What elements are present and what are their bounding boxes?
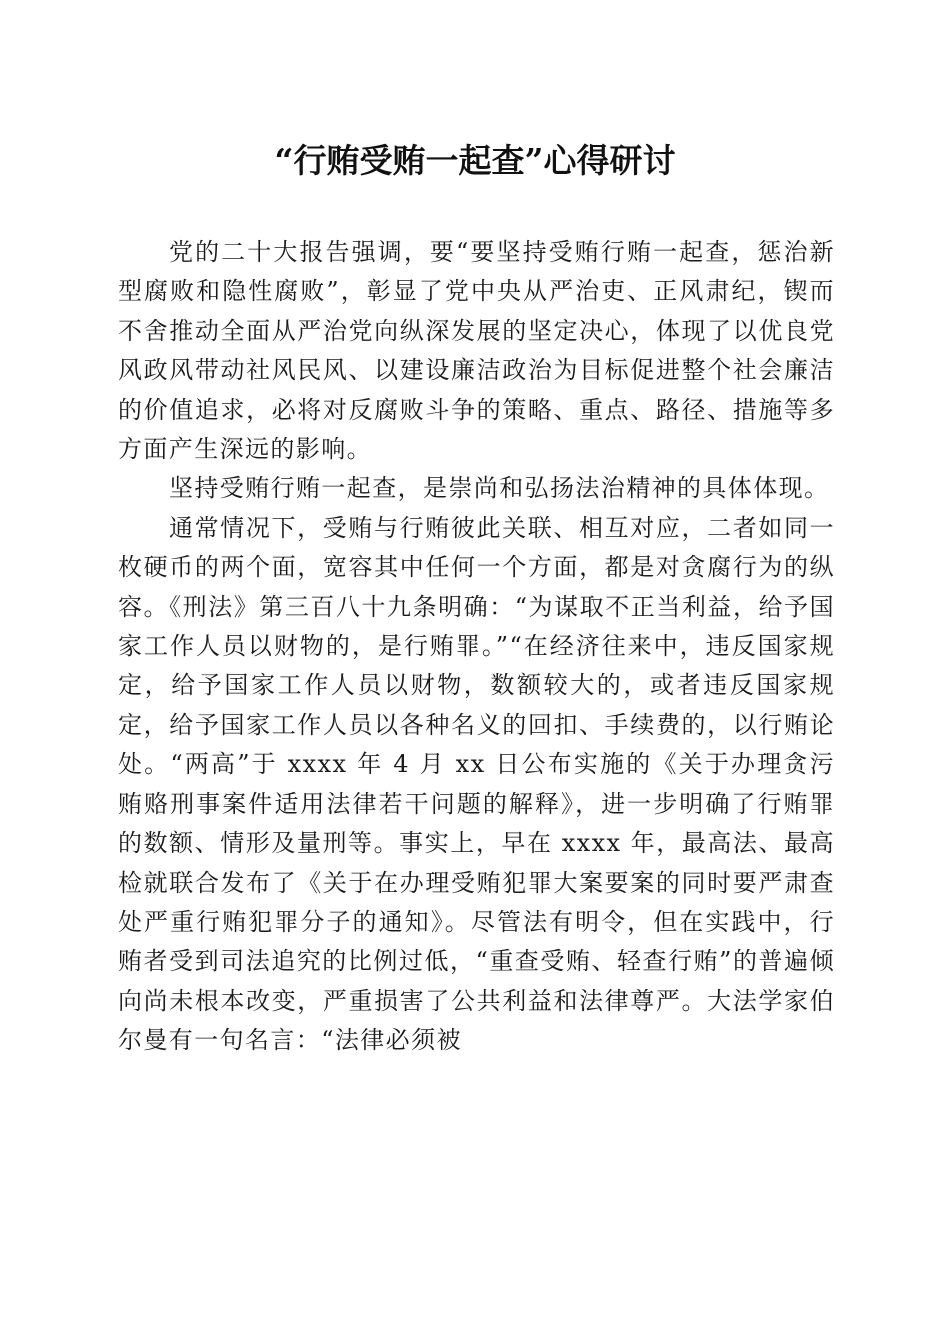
paragraph-1: 党的二十大报告强调，要“要坚持受贿行贿一起查，惩治新型腐败和隐性腐败”，彰显了党中央从严治吏、正风肃纪，锲而不舍推动全面从严治党向纵深发展的坚定决心，体现了以优良党风政风带动社风民风、以建设廉洁政治为目标促进整个社会廉洁的价值追求，必将对反腐败斗争的策略、重点、路径、措施等多方面产生深远的影响。: [118, 238, 835, 464]
paragraph-3: 通常情况下，受贿与行贿彼此关联、相互对应，二者如同一枚硬币的两个面，宽容其中任何一个方面，都是对贪腐行为的纵容。《刑法》第三百八十九条明确：“为谋取不正当利益，给予国家工作人员以财物的，是行贿罪。”“在经济往来中，违反国家规定，给予国家工作人员以财物，数额较大的，或者违反国家规定，给予国家工作人员以各种名义的回扣、手续费的，以行贿论处。“两高”于 xxxx 年 4 月 xx 日公布实施的《关于办理贪污贿赂刑事案件适用法律若干问题的解释》，进一步明确了行贿罪的数额、情形及量刑等。事实上，早在 xxxx 年，最高法、最高检就联合发布了《关于在办理受贿犯罪大案要案的同时要严肃查处严重行贿犯罪分子的通知》。尽管法有明令，但在实践中，行贿者受到司法追究的比例过低，“重查受贿、轻查行贿”的普遍倾向尚未根本改变，严重损害了公共利益和法律尊严。大法学家伯尔曼有一句名言：“法律必须被: [118, 513, 835, 1055]
document-body: [118, 233, 835, 1061]
paragraph-2: 坚持受贿行贿一起查，是崇尚和弘扬法治精神的具体体现。: [169, 474, 830, 503]
document-title: “行贿受贿一起查”心得研讨: [274, 141, 676, 180]
